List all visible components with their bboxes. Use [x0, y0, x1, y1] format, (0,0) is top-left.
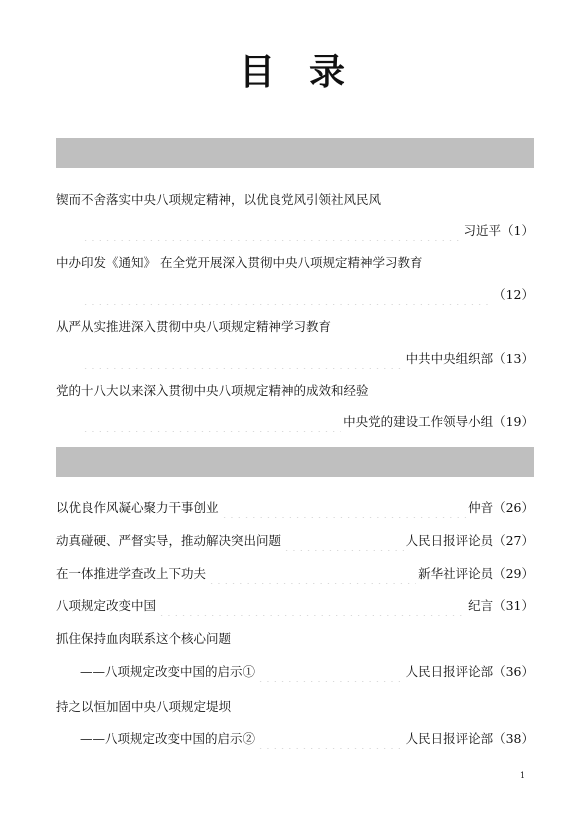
entry-title: 持之以恒加固中央八项规定堤坝 — [56, 699, 232, 714]
entry-title: 从严从实推进深入贯彻中央八项规定精神学习教育 — [56, 319, 332, 334]
toc-entry-title[interactable] — [56, 317, 534, 337]
toc-entry[interactable] — [56, 531, 534, 551]
entry-title: 抓住保持血肉联系这个核心问题 — [56, 631, 232, 646]
entry-author: 纪言 — [468, 598, 494, 613]
entry-author: 中央党的建设工作领导小组 — [343, 414, 494, 429]
section-header-bar-1 — [56, 138, 534, 168]
entry-title: 八项规定改变中国 — [56, 598, 157, 613]
toc-entry[interactable] — [56, 564, 534, 584]
entry-page: （31） — [493, 598, 534, 613]
entry-page: （1） — [501, 223, 534, 238]
toc-entry-title[interactable] — [56, 629, 534, 649]
entry-page: （38） — [493, 731, 534, 746]
dot-leader — [82, 285, 491, 305]
dot-leader — [257, 662, 404, 682]
entry-page: （36） — [493, 664, 534, 679]
entry-page: （13） — [493, 351, 534, 366]
entry-page: （29） — [493, 566, 534, 581]
dot-leader — [283, 531, 404, 551]
toc-entry-title[interactable] — [56, 253, 534, 273]
entry-title: 锲而不舍落实中央八项规定精神，以优良党风引领社风民风 — [56, 192, 382, 207]
dot-leader — [158, 596, 466, 616]
toc-entry-leader — [80, 349, 534, 369]
entry-author: 中共中央组织部 — [405, 351, 494, 366]
entry-subtitle: ——八项规定改变中国的启示② — [80, 731, 256, 746]
dot-leader — [221, 498, 467, 518]
entry-author: 人民日报评论员 — [405, 533, 494, 548]
toc-entry-title[interactable] — [56, 697, 534, 717]
dot-leader — [82, 349, 404, 369]
entry-page: （26） — [493, 500, 534, 515]
entry-author: 人民日报评论部 — [405, 731, 494, 746]
entry-author: 仲音 — [468, 500, 494, 515]
toc-entry-title[interactable] — [56, 190, 534, 210]
entry-author: 习近平 — [463, 223, 502, 238]
entry-title: 中办印发《通知》 在全党开展深入贯彻中央八项规定精神学习教育 — [56, 255, 423, 270]
entry-author: 人民日报评论部 — [405, 664, 494, 679]
toc-entry-leader — [80, 221, 534, 241]
toc-entry-subtitle[interactable] — [80, 729, 534, 749]
toc-entry[interactable] — [56, 596, 534, 616]
dot-leader — [257, 729, 404, 749]
entry-title: 以优良作风凝心聚力干事创业 — [56, 500, 219, 515]
toc-entry-title[interactable] — [56, 381, 534, 401]
entry-page: （12） — [493, 287, 534, 302]
entry-page: （19） — [493, 414, 534, 429]
dot-leader — [208, 564, 416, 584]
dot-leader — [82, 412, 341, 432]
toc-entry[interactable] — [56, 498, 534, 518]
entry-title: 党的十八大以来深入贯彻中央八项规定精神的成效和经验 — [56, 383, 369, 398]
section-header-bar-2 — [56, 447, 534, 477]
toc-entry-leader — [80, 285, 534, 305]
entry-title: 在一体推进学查改上下功夫 — [56, 566, 207, 581]
dot-leader — [82, 221, 462, 241]
page-title: 目录 — [238, 51, 379, 93]
entry-title: 动真碰硬、严督实导，推动解决突出问题 — [56, 533, 282, 548]
toc-entry-subtitle[interactable] — [80, 662, 534, 682]
entry-page: （27） — [493, 533, 534, 548]
entry-author: 新华社评论员 — [418, 566, 494, 581]
entry-subtitle: ——八项规定改变中国的启示① — [80, 664, 256, 679]
page-number: 1 — [520, 771, 526, 780]
toc-entry-leader — [80, 412, 534, 432]
